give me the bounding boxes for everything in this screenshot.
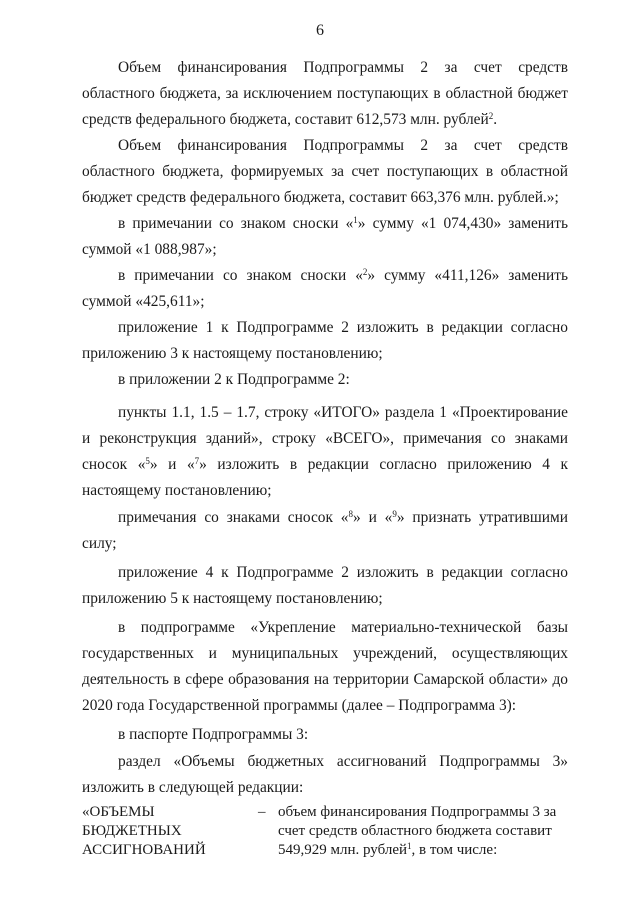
paragraph-7 (82, 400, 568, 504)
footnote-mark: 7 (194, 456, 200, 466)
paragraph-6-text: в приложении 2 к Подпрограмме 2: (118, 371, 350, 388)
paragraph-12-text: раздел «Объемы бюджетных ассигнований Подпрограммы 3» изложить в следующей редакции: (82, 753, 568, 796)
paragraph-9-text: приложение 4 к Подпрограмме 2 изложить в редакции согласно приложению 5 к настоящему постановлению; (82, 564, 568, 607)
paragraph-10 (82, 615, 568, 719)
table-label: «ОБЪЕМЫ БЮДЖЕТНЫХ АССИГНОВАНИЙ (82, 804, 206, 858)
paragraph-8 (82, 505, 568, 557)
paragraph-11-text: в паспорте Подпрограммы 3: (118, 726, 309, 743)
footnote-mark: 1 (407, 841, 412, 851)
paragraph-3-end: » сумму «1 074,430» заменить суммой «1 088,987»; (82, 215, 568, 258)
paragraph-7-mid: » и « (149, 456, 195, 473)
table-value-end: , в том числе: (411, 842, 498, 858)
paragraph-8-text: примечания со знаками сносок « (118, 509, 349, 526)
footnote-mark: 5 (145, 456, 150, 466)
paragraph-2-text: Объем финансирования Подпрограммы 2 за счет средств областного бюджета, формируемых за счет поступающих в областной бюджет средств федерального бюджета, составит 663,376 млн. рублей.»; (82, 137, 568, 206)
paragraph-11 (82, 722, 568, 748)
paragraph-5-text: приложение 1 к Подпрограмме 2 изложить в редакции согласно приложению 3 к настоящему постановлению; (82, 319, 568, 362)
paragraph-2 (82, 133, 568, 211)
paragraph-4-text: в примечании со знаком сноски « (118, 267, 363, 284)
paragraph-7-text: пункты 1.1, 1.5 – 1.7, строку «ИТОГО» раздела 1 «Проектирование и реконструкция зданий», строку «ВСЕГО», примечания со знаками сносок « (82, 404, 568, 473)
paragraph-9 (82, 560, 568, 612)
footnote-mark: 9 (392, 509, 397, 519)
footnote-mark: 8 (348, 509, 354, 519)
paragraph-12 (82, 749, 568, 801)
footnote-mark: 2 (488, 111, 494, 121)
paragraph-8-end: » признать утратившими силу; (82, 509, 568, 552)
table-dash: – (258, 804, 266, 820)
paragraph-3 (82, 211, 568, 263)
paragraph-7-end: » изложить в редакции согласно приложению 4 к настоящему постановлению; (82, 456, 568, 499)
paragraph-8-mid: » и « (353, 509, 393, 526)
paragraph-1-text: Объем финансирования Подпрограммы 2 за счет средств областного бюджета, за исключением поступающих в областной бюджет средств федерального бюджета, составит 612,573 млн. рублей (82, 59, 568, 128)
footnote-mark: 2 (362, 267, 368, 277)
paragraph-1-end: . (493, 111, 498, 128)
page-number: 6 (316, 22, 324, 39)
paragraph-6 (82, 367, 568, 393)
table-value-text: объем финансирования Подпрограммы 3 за счет средств областного бюджета составит 549,929 млн. рублей (278, 804, 557, 858)
paragraph-1 (82, 55, 568, 133)
paragraph-5 (82, 315, 568, 367)
table-value (278, 803, 568, 860)
paragraph-4 (82, 263, 568, 315)
footnote-mark: 1 (353, 215, 358, 225)
paragraph-10-text: в подпрограмме «Укрепление материально-технической базы государственных и муниципальных учреждений, осуществляющих деятельность в сфере образования на территории Самарской области» до 2020 года Государственной программы (далее – Подпрограмма 3): (82, 619, 568, 714)
paragraph-4-end: » сумму «411,126» заменить суммой «425,611»; (82, 267, 568, 310)
paragraph-3-text: в примечании со знаком сноски « (118, 215, 354, 232)
